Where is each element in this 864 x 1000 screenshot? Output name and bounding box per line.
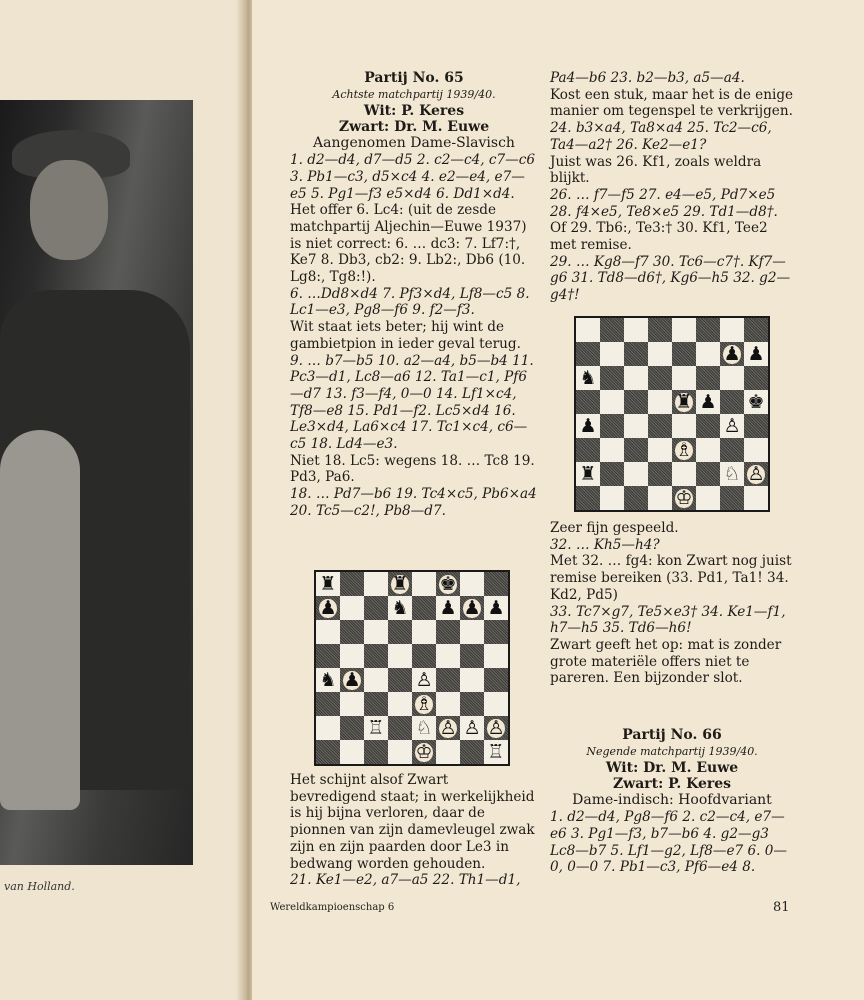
board-square bbox=[484, 716, 508, 740]
board-square bbox=[412, 620, 436, 644]
board-square bbox=[412, 596, 436, 620]
board-square bbox=[364, 692, 388, 716]
board-square bbox=[576, 462, 600, 486]
board-square bbox=[436, 644, 460, 668]
board-square bbox=[624, 318, 648, 342]
board-square bbox=[460, 572, 484, 596]
chess-piece: ♟ bbox=[723, 342, 741, 365]
moves-paragraph: 24. b3×a4, Ta8×a4 25. Tc2—c6, Ta4—a2† 26. Ke2—e1? bbox=[550, 120, 772, 153]
board-square bbox=[484, 596, 508, 620]
commentary-paragraph: Niet 18. Lc5: wegens 18. … Tc8 19. Pd3, Pa6. bbox=[290, 452, 535, 486]
board-square bbox=[484, 620, 508, 644]
board-square bbox=[672, 342, 696, 366]
moves-paragraph: 33. Tc7×g7, Te5×e3† 34. Ke1—f1, h7—h5 35. Td6—h6! bbox=[550, 603, 786, 637]
chess-piece: ♖ bbox=[367, 717, 385, 739]
board-square bbox=[412, 644, 436, 668]
photo-figure-head bbox=[30, 160, 108, 260]
board-square bbox=[720, 438, 744, 462]
commentary-paragraph: Kost een stuk, maar het is de enige manier om tegenspel te verkrijgen. bbox=[550, 86, 794, 120]
board-square bbox=[364, 644, 388, 668]
board-square bbox=[696, 390, 720, 414]
chess-piece: ♟ bbox=[487, 597, 505, 619]
board-square bbox=[696, 342, 720, 366]
chess-diagram-1 bbox=[314, 570, 510, 766]
board-square bbox=[720, 318, 744, 342]
chess-piece: ♜ bbox=[391, 572, 409, 595]
board-square bbox=[484, 692, 508, 716]
chess-piece: ♚ bbox=[747, 391, 765, 413]
board-square bbox=[364, 572, 388, 596]
board-square bbox=[648, 390, 672, 414]
board-square bbox=[624, 438, 648, 462]
chess-piece: ♟ bbox=[747, 343, 765, 365]
board-square bbox=[412, 740, 436, 764]
chess-piece: ♖ bbox=[487, 741, 505, 763]
board-square bbox=[672, 318, 696, 342]
board-square bbox=[648, 462, 672, 486]
board-square bbox=[460, 620, 484, 644]
column-left-lower bbox=[290, 772, 538, 889]
board-square bbox=[696, 318, 720, 342]
commentary-paragraph: Wit staat iets beter; hij wint de gambietpion in ieder geval terug. bbox=[290, 319, 521, 352]
chess-piece: ♔ bbox=[675, 486, 693, 509]
board-square bbox=[744, 414, 768, 438]
board-square bbox=[648, 486, 672, 510]
moves-paragraph: 32. … Kh5—h4? bbox=[550, 536, 660, 553]
board-square bbox=[576, 414, 600, 438]
board-square bbox=[460, 644, 484, 668]
board-square bbox=[388, 620, 412, 644]
column-left bbox=[290, 70, 538, 520]
board-square bbox=[388, 644, 412, 668]
board-square bbox=[316, 716, 340, 740]
board-square bbox=[340, 644, 364, 668]
game-subtitle: Achtste matchpartij 1939/40. bbox=[332, 87, 496, 101]
chess-piece: ♟ bbox=[319, 596, 337, 619]
chess-piece: ♞ bbox=[319, 669, 337, 691]
board-square bbox=[576, 366, 600, 390]
chess-piece: ♟ bbox=[699, 391, 717, 413]
chess-piece: ♗ bbox=[675, 438, 693, 461]
game-subtitle-2: Negende matchpartij 1939/40. bbox=[586, 744, 758, 758]
board-square bbox=[600, 318, 624, 342]
moves-paragraph: 26. … f7—f5 27. e4—e5, Pd7×e5 28. f4×e5, Te8×e5 29. Td1—d8†. bbox=[550, 186, 778, 220]
moves-paragraph: 9. … b7—b5 10. a2—a4, b5—b4 11. Pc3—d1, Lc8—a6 12. Ta1—c1, Pf6—d7 13. f3—f4, 0—0 14. Lf1×c4, Tf8—e8 15. Pd1—f2. Lc5×d4 16. Le3×d4, La6×c4 17. Tc1×c4, c6—c5 18. Ld4—e3. bbox=[290, 352, 534, 453]
board-square bbox=[340, 668, 364, 692]
chess-piece: ♜ bbox=[319, 573, 337, 595]
board-square bbox=[436, 716, 460, 740]
chess-piece: ♟ bbox=[579, 415, 597, 437]
chess-piece: ♟ bbox=[439, 597, 457, 619]
board-square bbox=[600, 342, 624, 366]
game-title: Partij No. 65 bbox=[364, 70, 464, 86]
board-square bbox=[364, 596, 388, 620]
board-square bbox=[388, 596, 412, 620]
board-square bbox=[744, 342, 768, 366]
board-square bbox=[340, 716, 364, 740]
board-square bbox=[340, 596, 364, 620]
board-square bbox=[460, 716, 484, 740]
chess-piece: ♘ bbox=[723, 463, 741, 485]
board-square bbox=[436, 620, 460, 644]
white-player: Wit: P. Keres bbox=[363, 103, 465, 120]
opening-name-2: Dame-indisch: Hoofdvariant bbox=[572, 792, 772, 809]
board-square bbox=[364, 668, 388, 692]
column-right bbox=[550, 70, 794, 304]
commentary-paragraph: Het schijnt alsof Zwart bevredigend staat; in werkelijkheid is hij bijna verloren, daar de pionnen van zijn damevleugel zwak zijn en zijn paarden door Le3 in bedwang worden gehouden. bbox=[290, 772, 535, 872]
moves-paragraph: 18. … Pd7—b6 19. Tc4×c5, Pb6×a4 20. Tc5—c2!, Pb8—d7. bbox=[290, 486, 537, 519]
board-square bbox=[316, 668, 340, 692]
board-square bbox=[624, 342, 648, 366]
board-square bbox=[576, 390, 600, 414]
board-square bbox=[340, 572, 364, 596]
board-square bbox=[672, 390, 696, 414]
board-square bbox=[460, 692, 484, 716]
board-square bbox=[316, 620, 340, 644]
chess-piece: ♙ bbox=[463, 717, 481, 739]
moves-paragraph: 1. d2—d4, Pg8—f6 2. c2—c4, e7—e6 3. Pg1—f3, b7—b6 4. g2—g3 Lc8—b7 5. Lf1—g2, Lf8—e7 6. 0—0, 0—0 7. Pb1—c3, Pf6—e4 8. bbox=[550, 809, 787, 876]
chess-piece: ♔ bbox=[415, 740, 433, 763]
moves-paragraph: 29. … Kg8—f7 30. Tc6—c7†. Kf7—g6 31. Td8—d6†, Kg6—h5 32. g2—g4†! bbox=[550, 253, 791, 304]
chess-piece: ♜ bbox=[579, 463, 597, 485]
board-square bbox=[624, 462, 648, 486]
board-square bbox=[720, 342, 744, 366]
board-square bbox=[696, 366, 720, 390]
moves-paragraph: Pa4—b6 23. b2—b3, a5—a4. bbox=[550, 70, 745, 86]
game-title-2: Partij No. 66 bbox=[622, 727, 722, 744]
board-square bbox=[720, 390, 744, 414]
board-square bbox=[316, 740, 340, 764]
moves-paragraph: 21. Ke1—e2, a7—a5 22. Th1—d1, bbox=[290, 872, 521, 889]
board-square bbox=[460, 596, 484, 620]
photograph bbox=[0, 100, 193, 865]
board-square bbox=[436, 668, 460, 692]
board-square bbox=[364, 620, 388, 644]
commentary-paragraph: Juist was 26. Kf1, zoals weldra blijkt. bbox=[550, 153, 762, 187]
board-square bbox=[648, 318, 672, 342]
board-square bbox=[720, 366, 744, 390]
board-square bbox=[648, 366, 672, 390]
page-number: 81 bbox=[773, 900, 790, 915]
board-square bbox=[388, 668, 412, 692]
board-square bbox=[388, 716, 412, 740]
board-square bbox=[720, 462, 744, 486]
chess-piece: ♙ bbox=[439, 716, 457, 739]
board-square bbox=[436, 572, 460, 596]
board-square bbox=[672, 366, 696, 390]
board-square bbox=[600, 414, 624, 438]
chess-diagram-2 bbox=[574, 316, 770, 512]
board-square bbox=[576, 438, 600, 462]
board-square bbox=[600, 462, 624, 486]
board-square bbox=[364, 740, 388, 764]
board-square bbox=[720, 414, 744, 438]
board-square bbox=[696, 438, 720, 462]
board-square bbox=[316, 692, 340, 716]
board-square bbox=[436, 692, 460, 716]
chess-piece: ♘ bbox=[415, 717, 433, 739]
board-square bbox=[672, 462, 696, 486]
board-square bbox=[720, 486, 744, 510]
opening-name: Aangenomen Dame-Slavisch bbox=[313, 135, 515, 152]
chess-piece: ♞ bbox=[391, 597, 409, 619]
board-square bbox=[648, 438, 672, 462]
photo-child bbox=[0, 430, 80, 810]
board-square bbox=[412, 692, 436, 716]
board-square bbox=[624, 486, 648, 510]
board-square bbox=[696, 486, 720, 510]
commentary-paragraph: Het offer 6. Lc4: (uit de zesde matchpartij Aljechin—Euwe 1937) is niet correct: 6. … dc3: 7. Lf7:†, Ke7 8. Db3, cb2: 9. Lb2:, Db6 (10. Lg8:, Tg8:!). bbox=[290, 202, 527, 286]
board-square bbox=[484, 644, 508, 668]
board-square bbox=[624, 390, 648, 414]
board-square bbox=[696, 414, 720, 438]
board-square bbox=[388, 740, 412, 764]
chess-piece: ♟ bbox=[343, 668, 361, 691]
black-player-2: Zwart: P. Keres bbox=[612, 776, 732, 793]
board-square bbox=[600, 486, 624, 510]
board-square bbox=[744, 366, 768, 390]
chess-piece: ♞ bbox=[579, 367, 597, 389]
board-square bbox=[744, 390, 768, 414]
board-square bbox=[316, 644, 340, 668]
board-square bbox=[672, 414, 696, 438]
board-square bbox=[672, 486, 696, 510]
left-page bbox=[0, 0, 243, 1000]
board-square bbox=[744, 462, 768, 486]
photo-caption: van Holland. bbox=[4, 880, 75, 893]
board-square bbox=[696, 462, 720, 486]
board-square bbox=[388, 572, 412, 596]
moves-paragraph: 1. d2—d4, d7—d5 2. c2—c4, c7—c6 3. Pb1—c3, d5×c4 4. e2—e4, e7—e5 5. Pg1—f3 e5×d4 6. Dd1×d4. bbox=[290, 152, 536, 202]
chess-piece: ♙ bbox=[415, 669, 433, 691]
board-square bbox=[316, 572, 340, 596]
commentary-paragraph: Zwart geeft het op: mat is zonder grote materiële offers niet te pareren. Een bijzonder slot. bbox=[550, 636, 782, 687]
chess-piece: ♗ bbox=[415, 692, 433, 715]
board-square bbox=[484, 668, 508, 692]
board-square bbox=[648, 342, 672, 366]
board-square bbox=[576, 342, 600, 366]
board-square bbox=[316, 596, 340, 620]
board-square bbox=[460, 668, 484, 692]
board-square bbox=[388, 692, 412, 716]
board-square bbox=[600, 366, 624, 390]
black-player: Zwart: Dr. M. Euwe bbox=[338, 119, 490, 136]
commentary-paragraph: Of 29. Tb6:, Te3:† 30. Kf1, Tee2 met remise. bbox=[550, 220, 768, 254]
board-square bbox=[576, 318, 600, 342]
chess-piece: ♙ bbox=[723, 415, 741, 437]
board-square bbox=[340, 692, 364, 716]
chess-piece: ♙ bbox=[487, 716, 505, 739]
board-square bbox=[744, 486, 768, 510]
board-square bbox=[576, 486, 600, 510]
chess-piece: ♟ bbox=[463, 596, 481, 619]
board-square bbox=[436, 740, 460, 764]
board-square bbox=[624, 366, 648, 390]
white-player-2: Wit: Dr. M. Euwe bbox=[605, 760, 739, 777]
commentary-paragraph: Zeer fijn gespeeld. bbox=[550, 520, 679, 536]
board-square bbox=[340, 620, 364, 644]
board-square bbox=[412, 668, 436, 692]
board-square bbox=[484, 572, 508, 596]
board-square bbox=[744, 438, 768, 462]
column-right-lower bbox=[550, 520, 794, 876]
board-square bbox=[600, 438, 624, 462]
board-square bbox=[412, 572, 436, 596]
board-square bbox=[624, 414, 648, 438]
board-square bbox=[340, 740, 364, 764]
chess-piece: ♙ bbox=[747, 462, 765, 485]
board-square bbox=[460, 740, 484, 764]
board-square bbox=[600, 390, 624, 414]
board-square bbox=[484, 740, 508, 764]
board-square bbox=[744, 318, 768, 342]
board-square bbox=[436, 596, 460, 620]
chess-piece: ♜ bbox=[675, 390, 693, 413]
board-square bbox=[364, 716, 388, 740]
moves-paragraph: 6. …Dd8×d4 7. Pf3×d4, Lf8—c5 8. Lc1—e3, Pg8—f6 9. f2—f3. bbox=[290, 285, 530, 319]
chess-piece: ♚ bbox=[439, 572, 457, 595]
running-footer: Wereldkampioenschap 6 bbox=[270, 902, 395, 913]
board-square bbox=[648, 414, 672, 438]
board-square bbox=[412, 716, 436, 740]
board-square bbox=[672, 438, 696, 462]
commentary-paragraph: Met 32. … fg4: kon Zwart nog juist remise bereiken (33. Pd1, Ta1! 34. Kd2, Pd5) bbox=[550, 553, 792, 603]
